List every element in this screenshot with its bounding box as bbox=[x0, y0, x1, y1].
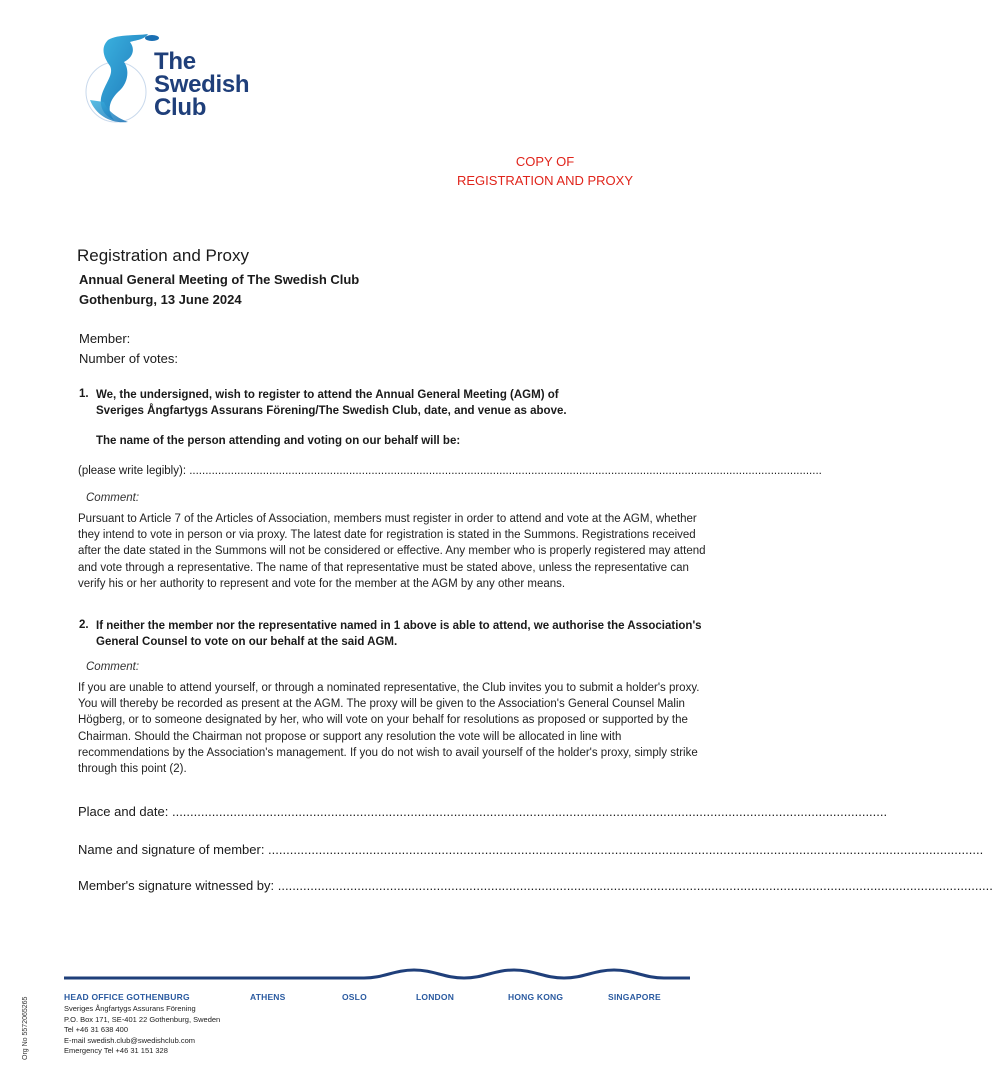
place-date-label: Place and date: bbox=[78, 804, 172, 819]
page-title: Registration and Proxy bbox=[77, 246, 249, 265]
comment-2-label: Comment: bbox=[86, 661, 140, 673]
member-signature-field[interactable] bbox=[78, 842, 984, 857]
comment-2-text: If you are unable to attend yourself, or through a nominated representative, the Club invites you to submit a holder's proxy. You will thereby be recorded as present at the AGM. The proxy will be given to the Association's General Counsel Malin Högberg, or to someone designated by her, who will vote on your behalf for resolutions as proposed or supported by the Chairman. Should the Chairman not propose or support any resolution the vote will be allocated in line with recommendations by the Association's management. If you do not wish to avail yourself of the holder's proxy, simply strike through this point (2). bbox=[78, 682, 700, 776]
office-hong-kong: HONG KONG bbox=[508, 992, 564, 1002]
office-oslo: OSLO bbox=[342, 992, 367, 1002]
logo-line-1: The bbox=[154, 48, 196, 75]
logo-line-3: Club bbox=[154, 94, 207, 121]
representative-dots: ...................................................................................................................................................................................................... bbox=[189, 465, 822, 477]
copy-header-line-2: REGISTRATION AND PROXY bbox=[456, 173, 633, 188]
copy-header bbox=[440, 152, 650, 190]
copy-header-line-1: COPY OF bbox=[515, 154, 575, 169]
comment-1-label: Comment: bbox=[86, 492, 140, 504]
item-1-line-1: We, the undersigned, wish to register to attend the Annual General Meeting (AGM) of bbox=[96, 389, 559, 401]
witness-signature-field[interactable] bbox=[78, 878, 993, 893]
address-line-5: Emergency Tel +46 31 151 328 bbox=[64, 1046, 168, 1055]
item-1-line-3: The name of the person attending and voting on our behalf will be: bbox=[96, 435, 461, 447]
address-line-1: Sveriges Ångfartygs Assurans Förening bbox=[64, 1004, 196, 1013]
item-2-text bbox=[96, 618, 716, 650]
witness-signature-label: Member's signature witnessed by: bbox=[78, 878, 278, 893]
address-line-3: Tel +46 31 638 400 bbox=[64, 1025, 129, 1034]
item-1-line-2: Sveriges Ångfartygs Assurans Förening/The Swedish Club, date, and venue as above. bbox=[96, 405, 567, 417]
representative-name-field[interactable] bbox=[78, 465, 822, 477]
legibly-label: (please write legibly): bbox=[78, 465, 190, 477]
org-number: Org No 5572065265 bbox=[22, 996, 29, 1060]
place-date-field[interactable] bbox=[78, 804, 888, 819]
comment-1-text: Pursuant to Article 7 of the Articles of Association, members must register in order to attend and vote at the AGM, whether they intend to vote in person or via proxy. The latest date for registration is stated in the Summons. Registrations received after the date stated in the Summons will not be considered or effective. Any member who is properly registered may attend and vote through a representative. The name of that representative must be stated above, unless the representative can verify his or her authority to represent and vote for the member at the AGM by any other means. bbox=[78, 513, 706, 590]
item-2-line-2: General Counsel to vote on our behalf at the said AGM. bbox=[96, 636, 398, 648]
office-head-gothenburg: HEAD OFFICE GOTHENBURG bbox=[64, 992, 190, 1002]
item-2-line-1: If neither the member nor the representative named in 1 above is able to attend, we authorise the Association's bbox=[96, 620, 702, 632]
meeting-name: Annual General Meeting of The Swedish Club bbox=[79, 272, 360, 287]
office-london: LONDON bbox=[416, 992, 455, 1002]
witness-signature-dots: ...................................................................................................................................................................................................... bbox=[277, 878, 993, 893]
address-line-2: P.O. Box 171, SE-401 22 Gothenburg, Sweden bbox=[64, 1014, 221, 1024]
member-label: Member: bbox=[79, 331, 131, 346]
member-signature-dots: ...................................................................................................................................................................................................... bbox=[268, 842, 984, 857]
office-singapore: SINGAPORE bbox=[608, 992, 661, 1002]
logo-wordmark bbox=[154, 50, 249, 119]
item-1-text bbox=[96, 387, 716, 419]
logo-line-2: Swedish bbox=[154, 71, 250, 98]
item-2-number: 2. bbox=[79, 619, 89, 631]
footer-address bbox=[64, 1004, 220, 1057]
member-signature-label: Name and signature of member: bbox=[78, 842, 269, 857]
address-line-4: E-mail swedish.club@swedishclub.com bbox=[64, 1035, 195, 1045]
place-date-dots: ...................................................................................................................................................................................................... bbox=[171, 804, 888, 819]
item-1-number: 1. bbox=[79, 388, 89, 400]
meeting-date: Gothenburg, 13 June 2024 bbox=[79, 292, 242, 307]
footer-wave-divider bbox=[64, 968, 690, 982]
office-athens: ATHENS bbox=[250, 992, 286, 1002]
votes-label: Number of votes: bbox=[79, 351, 178, 366]
